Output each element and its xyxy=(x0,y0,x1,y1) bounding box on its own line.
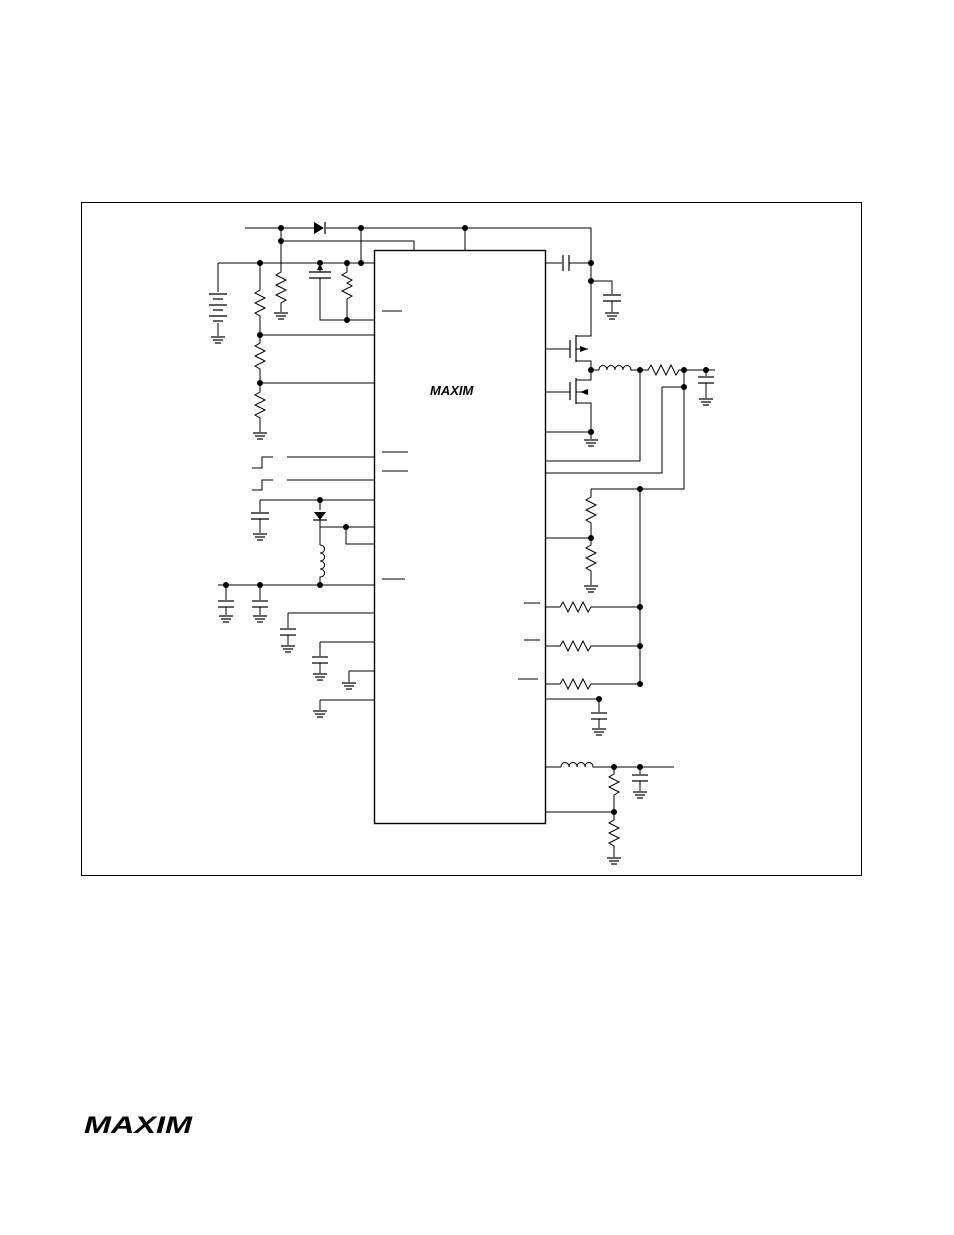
ic-body xyxy=(375,251,546,824)
svg-text:MAXIM: MAXIM xyxy=(84,1112,194,1138)
high-side-mosfet xyxy=(545,281,591,370)
boost-network xyxy=(218,500,374,585)
input-supply-rail xyxy=(245,228,591,262)
figure-frame xyxy=(82,203,862,876)
ic-logo: MAXIM xyxy=(430,383,474,398)
ldo-output xyxy=(545,763,674,865)
logic-inputs xyxy=(252,457,374,490)
p-mosfet xyxy=(309,263,374,320)
maxim-footer-logo xyxy=(84,1112,194,1138)
battery xyxy=(209,294,227,343)
junction-dots xyxy=(223,225,709,815)
feedback-divider xyxy=(253,263,374,439)
diode xyxy=(314,222,325,234)
